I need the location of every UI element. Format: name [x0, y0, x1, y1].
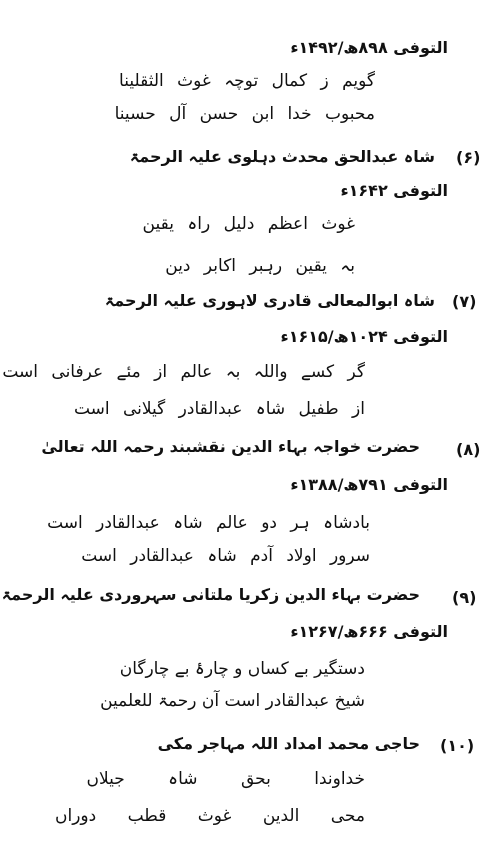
entry-number: (۷)	[452, 292, 477, 311]
entry-heading: حضرت خواجہ بہاء الدین نقشبند رحمہ اللہ تعالیٰ	[41, 437, 420, 456]
verse-line: سرور اولاد آدم شاہ عبدالقادر است	[81, 546, 370, 566]
verse-line: محی الدین غوث قطب دوراں	[54, 806, 365, 826]
verse-line: از طفیل شاہ عبدالقادر گیلانی است	[73, 399, 365, 419]
death-date: التوفی ۷۹۱ھ/۱۳۸۸ء	[290, 475, 448, 494]
entry-heading: حضرت بہاء الدین زکریا ملتانی سہروردی علیہ الرحمۃ	[1, 585, 420, 604]
entry-heading: شاہ عبدالحق محدث دہلوی علیہ الرحمۃ	[129, 147, 435, 166]
verse-line: دستگیر بے کساں و چارۂ بے چارگان	[119, 659, 365, 679]
verse-line: بہ یقین رہبر اکابر دین	[165, 256, 355, 276]
verse-line: شیخ عبدالقادر است آن رحمۃ للعلمین	[100, 691, 365, 711]
verse-line: بادشاہ ہر دو عالم شاہ عبدالقادر است	[47, 513, 370, 533]
death-date: التوفی ۱۰۲۴ھ/۱۶۱۵ء	[280, 327, 448, 346]
entry-heading: شاہ ابوالمعالی قادری لاہوری علیہ الرحمۃ	[104, 291, 435, 310]
death-date: التوفی ۱۶۴۲ء	[340, 181, 448, 200]
entry-number: (۱۰)	[440, 736, 475, 755]
verse-line: غوث اعظم دلیل راہ یقین	[142, 214, 355, 234]
entry-number: (۶)	[456, 148, 481, 167]
verse-line: محبوب خدا ابن حسن آل حسینا	[114, 104, 375, 124]
verse-line: گر کسے واللہ بہ عالم از مئے عرفانی است	[2, 362, 365, 382]
entry-heading: حاجی محمد امداد اللہ مہاجر مکی	[157, 734, 420, 753]
entry-number: (۸)	[456, 440, 481, 459]
verse-line: خداوندا بحق شاہ جیلاں	[86, 769, 365, 789]
death-date: التوفی ۶۶۶ھ/۱۲۶۷ء	[290, 622, 448, 641]
death-date: التوفی ۸۹۸ھ/۱۴۹۲ء	[290, 38, 448, 57]
verse-line: گویم ز کمال توچہ غوث الثقلینا	[119, 71, 375, 91]
entry-number: (۹)	[452, 588, 477, 607]
